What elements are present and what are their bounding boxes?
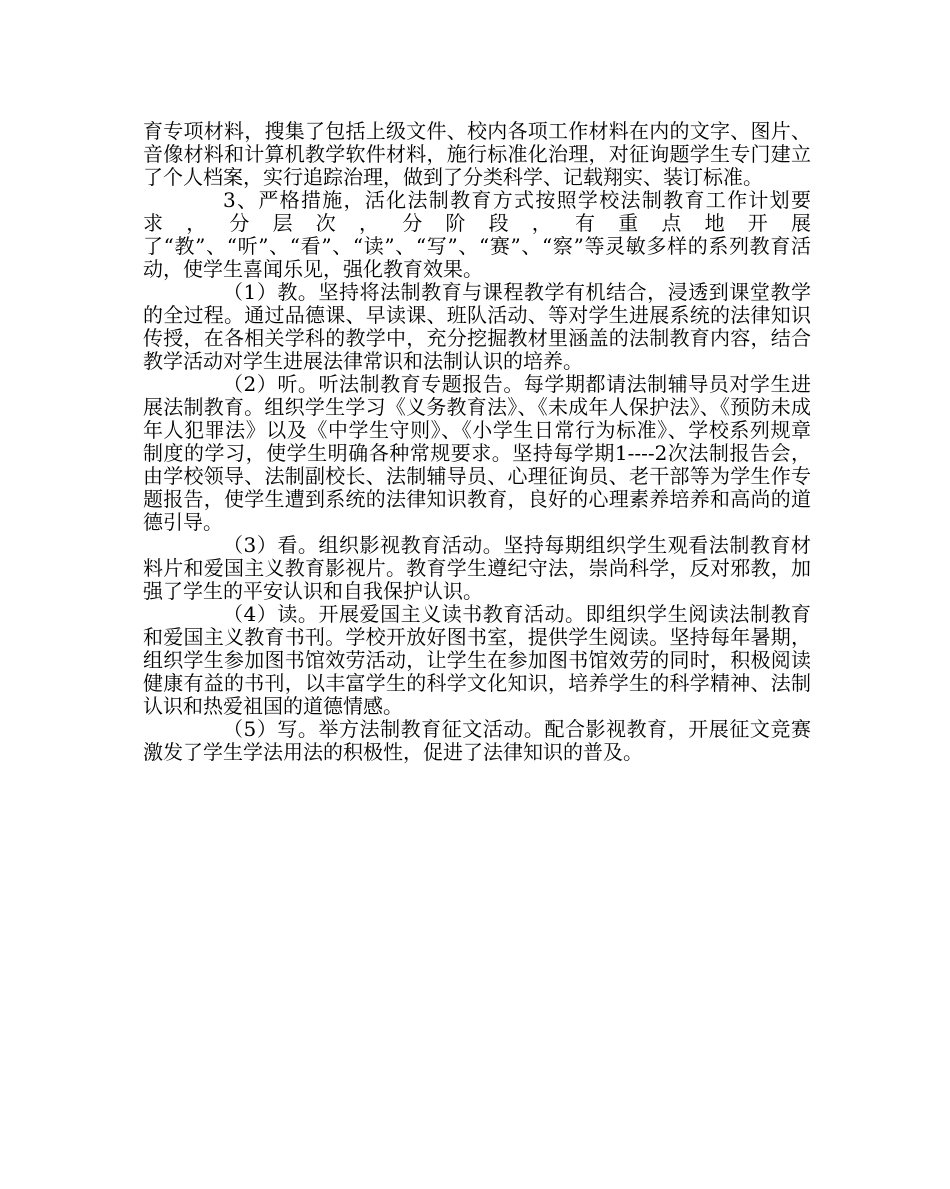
paragraph-listen: （2）听。听法制教育专题报告。每学期都请法制辅导员对学生进展法制教育。组织学生学习《义务教育法》、《未成年人保护法》、《预防未成年人犯罪法》以及《中学生守则》、《小学生日常行为标准》、学校系列规章制度的学习，使学生明确各种常规要求。坚持每学期1----2次法制报告会，由学校领导、法制副校长、法制辅导员、心理征询员、老干部等为学生作专题报告，使学生遭到系统的法律知识教育，良好的心理素养培养和高尚的道德引导。 <box>143 372 811 534</box>
paragraph-watch: （3）看。组织影视教育活动。坚持每期组织学生观看法制教育材料片和爱国主义教育影视片。教育学生遵纪守法，崇尚科学，反对邪教，加强了学生的平安认识和自我保护认识。 <box>143 533 811 603</box>
document-page <box>143 120 811 764</box>
paragraph-continuation: 育专项材料，搜集了包括上级文件、校内各项工作材料在内的文字、图片、音像材料和计算机教学软件材料，施行标准化治理，对征询题学生专门建立了个人档案，实行追踪治理，做到了分类科学、记载翔实、装订标准。 <box>143 119 811 189</box>
paragraph-teach: （1）教。坚持将法制教育与课程教学有机结合，浸透到课堂教学的全过程。通过品德课、早读课、班队活动、等对学生进展系统的法律知识传授，在各相关学科的教学中，充分挖掘教材里涵盖的法制教育内容，结合教学活动对学生进展法律常识和法制认识的培养。 <box>143 280 811 373</box>
paragraph-measures: 3、严格措施，活化法制教育方式按照学校法制教育工作计划要求，分层次，分阶段，有重点地开展了“教”、“听”、“看”、“读”、“写”、“赛”、“察”等灵敏多样的系列教育活动，使学生喜闻乐见，强化教育效果。 <box>143 188 811 281</box>
paragraph-read: （4）读。开展爱国主义读书教育活动。即组织学生阅读法制教育和爱国主义教育书刊。学校开放好图书室，提供学生阅读。坚持每年暑期，组织学生参加图书馆效劳活动，让学生在参加图书馆效劳的同时，积极阅读健康有益的书刊，以丰富学生的科学文化知识，培养学生的科学精神、法制认识和热爱祖国的道德情感。 <box>143 602 811 718</box>
paragraph-write: （5）写。举方法制教育征文活动。配合影视教育，开展征文竞赛激发了学生学法用法的积极性，促进了法律知识的普及。 <box>143 717 811 764</box>
